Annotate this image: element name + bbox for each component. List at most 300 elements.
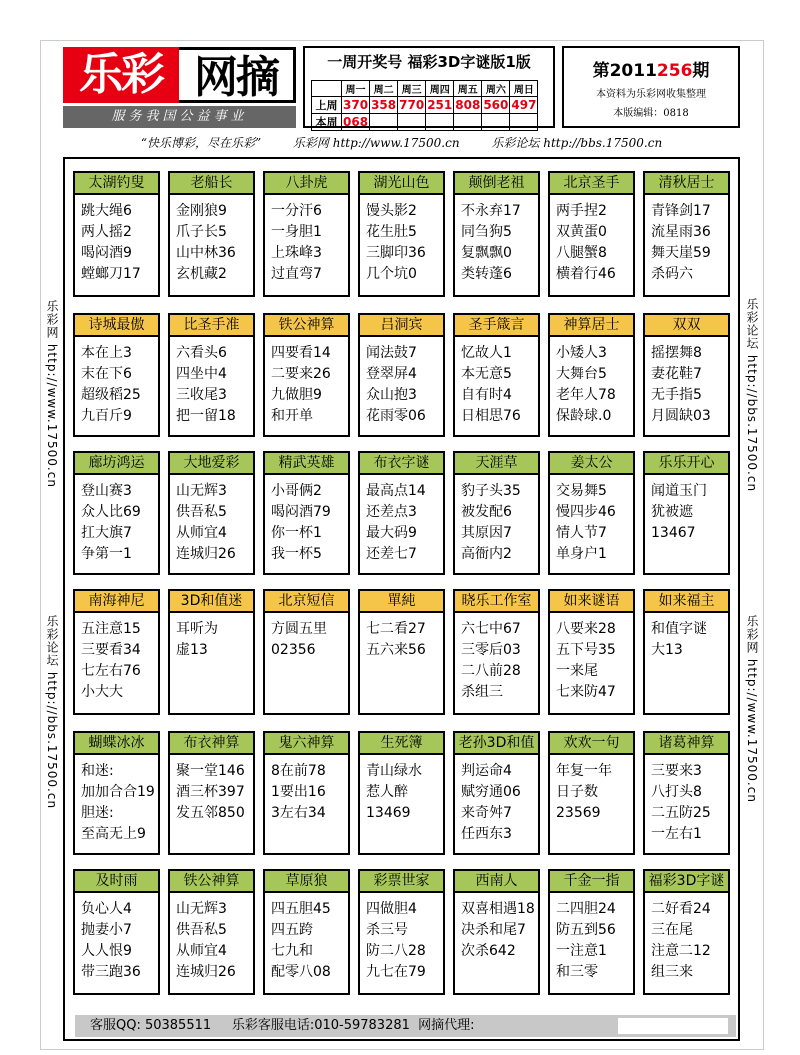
puzzle-line: 连城归26 (176, 546, 236, 562)
puzzle-line: 耳听为 (176, 621, 218, 637)
puzzle-line: 八腿蟹8 (556, 245, 607, 261)
motto: “快乐博彩，尽在乐彩” (140, 136, 262, 150)
puzzle-cell-title: 西南人 (455, 871, 538, 893)
puzzle-cell-body (550, 337, 633, 427)
puzzle-line: 不永弃17 (461, 203, 521, 219)
puzzle-cell (453, 313, 540, 437)
puzzle-line: 被发配6 (461, 504, 512, 520)
puzzle-line: 杀三号 (366, 922, 408, 938)
puzzle-line: 本无意5 (461, 366, 512, 382)
puzzle-line: 五六来56 (366, 642, 426, 658)
puzzle-cell (453, 171, 540, 297)
puzzle-cell-title: 双双 (645, 315, 728, 337)
puzzle-line: 供吾私5 (176, 922, 227, 938)
puzzle-line: 把一留18 (176, 408, 236, 424)
puzzle-cell-body (75, 893, 158, 983)
puzzle-cell-title: 千金一指 (550, 871, 633, 893)
puzzle-line: 二好看24 (651, 901, 711, 917)
puzzle-cell (263, 171, 350, 297)
puzzle-cell-title: 單純 (360, 591, 443, 613)
puzzle-line: 发五邻850 (176, 805, 245, 821)
side-text-right-1: 乐彩论坛 http://bbs.17500.cn (745, 298, 759, 493)
puzzle-cell-body (170, 337, 253, 427)
puzzle-cell (643, 589, 730, 715)
puzzle-line: 单身户1 (556, 546, 607, 562)
footer-qq: 客服QQ: 50385511 (90, 1018, 212, 1033)
puzzle-line: 超级稻25 (81, 387, 141, 403)
motto-line (63, 134, 740, 152)
puzzle-cell-body (360, 613, 443, 661)
puzzle-line: 来奇舛7 (461, 805, 512, 821)
slogan: 服务我国公益事业 (63, 106, 296, 128)
puzzle-cell-title: 廊坊鸿运 (75, 453, 158, 475)
puzzle-line: 其原因7 (461, 525, 512, 541)
puzzle-line: 闻法鼓7 (366, 345, 417, 361)
puzzle-line: 老年人78 (556, 387, 616, 403)
puzzle-cell-title: 如来谜语 (550, 591, 633, 613)
puzzle-cell-body (455, 195, 538, 285)
puzzle-line: 一身胆1 (271, 224, 322, 240)
draw-number: 808 (455, 98, 481, 112)
puzzle-cell-body (265, 475, 348, 565)
last-week-row (312, 97, 538, 114)
puzzle-cell-title: 布衣字谜 (360, 453, 443, 475)
puzzle-line: 横着行46 (556, 266, 616, 282)
puzzle-line: 流星雨36 (651, 224, 711, 240)
puzzle-line: 妻花鞋7 (651, 366, 702, 382)
puzzle-cell-title: 草原狼 (265, 871, 348, 893)
puzzle-cell-body (75, 475, 158, 565)
footer-phone: 乐彩客服电话:010-59783281 (231, 1018, 410, 1033)
puzzle-cell (168, 731, 255, 855)
puzzle-cell-title: 鬼六神算 (265, 733, 348, 755)
puzzle-line: 交易舞5 (556, 483, 607, 499)
puzzle-line: 月圆缺03 (651, 408, 711, 424)
puzzle-line: 闻道玉门 (651, 483, 707, 499)
puzzle-cell-title: 铁公神算 (170, 871, 253, 893)
puzzle-cell-title: 老船长 (170, 173, 253, 195)
draw-number: 560 (483, 98, 509, 112)
puzzle-line: 六七中67 (461, 621, 521, 637)
puzzle-cell (358, 171, 445, 297)
agent-blank (618, 1018, 728, 1034)
puzzle-line: 小矮人3 (556, 345, 607, 361)
puzzle-line: 至高无上9 (81, 826, 146, 842)
puzzle-line: 注意二12 (651, 943, 711, 959)
puzzle-line: 八打头8 (651, 784, 702, 800)
puzzle-line: 四五胆45 (271, 901, 331, 917)
puzzle-cell (263, 731, 350, 855)
puzzle-line: 从师宜4 (176, 525, 227, 541)
puzzle-cell (548, 869, 635, 995)
puzzle-line: 胆迷: (81, 805, 114, 821)
puzzle-cell-body (455, 755, 538, 845)
puzzle-cell (643, 451, 730, 575)
draw-number: 251 (427, 98, 453, 112)
puzzle-cell-title: 如来福主 (645, 591, 728, 613)
puzzle-line: 豹子头35 (461, 483, 521, 499)
puzzle-line: 青山绿水 (366, 763, 422, 779)
puzzle-line: 喝闷酒79 (271, 504, 331, 520)
puzzle-cell (263, 451, 350, 575)
this-week-label: 本周 (312, 114, 342, 131)
puzzle-cell (73, 589, 160, 715)
puzzle-board (63, 157, 740, 1041)
day-label: 周六 (482, 81, 510, 97)
puzzle-cell (548, 171, 635, 297)
puzzle-line: 小哥俩2 (271, 483, 322, 499)
puzzle-line: 和迷: (81, 763, 114, 779)
puzzle-cell (168, 589, 255, 715)
footer-bar (75, 1015, 736, 1037)
puzzle-line: 1要出16 (271, 784, 326, 800)
puzzle-line: 跳大绳6 (81, 203, 132, 219)
puzzle-cell-title: 晓乐工作室 (455, 591, 538, 613)
puzzle-cell-body (645, 613, 728, 661)
puzzle-cell (73, 171, 160, 297)
puzzle-cell (168, 171, 255, 297)
puzzle-cell-body (170, 195, 253, 285)
puzzle-line: 过直弯7 (271, 266, 322, 282)
puzzle-cell-title: 精武英雄 (265, 453, 348, 475)
puzzle-line: 二四胆24 (556, 901, 616, 917)
puzzle-cell-body (360, 755, 443, 824)
puzzle-line: 判运命4 (461, 763, 512, 779)
puzzle-line: 爪子长5 (176, 224, 227, 240)
puzzle-line: 13467 (651, 525, 696, 541)
puzzle-line: 四做胆4 (366, 901, 417, 917)
draw-number (482, 114, 510, 131)
puzzle-line: 双喜相遇18 (461, 901, 535, 917)
puzzle-cell (643, 171, 730, 297)
puzzle-cell (73, 451, 160, 575)
puzzle-line: 防五到56 (556, 922, 616, 938)
puzzle-line: 登山赛3 (81, 483, 132, 499)
puzzle-cell-body (645, 475, 728, 544)
puzzle-cell (358, 869, 445, 995)
puzzle-line: 和开单 (271, 408, 313, 424)
puzzle-line: 高衙内2 (461, 546, 512, 562)
puzzle-line: 七二看27 (366, 621, 426, 637)
puzzle-line: 忆故人1 (461, 345, 512, 361)
puzzle-cell (548, 451, 635, 575)
puzzle-cell-body (75, 337, 158, 427)
draw-number (454, 114, 482, 131)
puzzle-line: 争第一1 (81, 546, 132, 562)
puzzle-line: 情人节7 (556, 525, 607, 541)
draw-days-row (312, 81, 538, 97)
puzzle-line: 两手捏2 (556, 203, 607, 219)
puzzle-line: 山无辉3 (176, 483, 227, 499)
puzzle-line: 方圆五里 (271, 621, 327, 637)
puzzle-cell-title: 吕洞宾 (360, 315, 443, 337)
side-text-right-2: 乐彩网 http://www.17500.cn (745, 615, 759, 803)
puzzle-line: 一注意1 (556, 943, 607, 959)
puzzle-cell-body (265, 755, 348, 824)
puzzle-line: 从师宜4 (176, 943, 227, 959)
puzzle-cell (453, 451, 540, 575)
puzzle-line: 8在前78 (271, 763, 326, 779)
puzzle-cell (168, 869, 255, 995)
puzzle-line: 九百斤9 (81, 408, 132, 424)
puzzle-cell-title: 欢欢一句 (550, 733, 633, 755)
puzzle-line: 七九和 (271, 943, 313, 959)
puzzle-cell-body (645, 337, 728, 427)
puzzle-cell (643, 313, 730, 437)
draw-number (510, 114, 538, 131)
puzzle-line: 最大码9 (366, 525, 417, 541)
puzzle-cell-title: 姜太公 (550, 453, 633, 475)
puzzle-line: 末在下6 (81, 366, 132, 382)
puzzle-line: 带三跑36 (81, 964, 141, 980)
puzzle-line: 四要看14 (271, 345, 331, 361)
puzzle-line: 日子数 (556, 784, 598, 800)
puzzle-line: 你一杯1 (271, 525, 322, 541)
puzzle-line: 花生肚5 (366, 224, 417, 240)
puzzle-cell-body (645, 755, 728, 845)
puzzle-line: 决杀和尾7 (461, 922, 526, 938)
puzzle-line: 双黄蛋0 (556, 224, 607, 240)
puzzle-line: 3左右34 (271, 805, 326, 821)
issue-box (303, 46, 555, 128)
draw-number: 068 (343, 115, 369, 129)
puzzle-cell-title: 湖光山色 (360, 173, 443, 195)
puzzle-line: 保龄球.0 (556, 408, 612, 424)
puzzle-cell-title: 诸葛神算 (645, 733, 728, 755)
puzzle-cell-body (645, 893, 728, 983)
puzzle-cell-body (75, 613, 158, 703)
draw-number (426, 114, 454, 131)
footer-agent: 网摘代理: (418, 1018, 475, 1033)
puzzle-line: 我一杯5 (271, 546, 322, 562)
last-week-label: 上周 (312, 97, 342, 114)
puzzle-line: 青锋剑17 (651, 203, 711, 219)
period-number: 第2011256期 (592, 61, 710, 81)
puzzle-line: 组三来 (651, 964, 693, 980)
puzzle-line: 山无辉3 (176, 901, 227, 917)
puzzle-line: 三脚印36 (366, 245, 426, 261)
puzzle-line: 山中林36 (176, 245, 236, 261)
puzzle-cell-body (455, 475, 538, 565)
puzzle-line: 聚一堂146 (176, 763, 245, 779)
puzzle-cell-body (550, 613, 633, 703)
puzzle-line: 螳螂刀17 (81, 266, 141, 282)
puzzle-line: 复飘飘0 (461, 245, 512, 261)
puzzle-cell-title: 蝴蝶冰冰 (75, 733, 158, 755)
puzzle-cell-body (550, 893, 633, 983)
puzzle-line: 和三零 (556, 964, 598, 980)
puzzle-line: 二八前28 (461, 663, 521, 679)
puzzle-cell-body (360, 337, 443, 427)
puzzle-line: 舞天崖59 (651, 245, 711, 261)
puzzle-cell-body (75, 755, 158, 845)
puzzle-cell-title: 颠倒老祖 (455, 173, 538, 195)
draw-number: 370 (343, 98, 369, 112)
puzzle-line: 犹被遮 (651, 504, 693, 520)
day-label: 周五 (454, 81, 482, 97)
puzzle-line: 六看头6 (176, 345, 227, 361)
puzzle-cell-body (170, 475, 253, 565)
puzzle-line: 三零后03 (461, 642, 521, 658)
puzzle-line: 次杀642 (461, 943, 516, 959)
issue-title: 一周开奖号 福彩3D字谜版1版 (327, 53, 531, 71)
day-label: 周三 (398, 81, 426, 97)
puzzle-cell (168, 313, 255, 437)
puzzle-line: 供吾私5 (176, 504, 227, 520)
puzzle-cell-title: 圣手箴言 (455, 315, 538, 337)
puzzle-line: 杀码六 (651, 266, 693, 282)
puzzle-cell-title: 天涯草 (455, 453, 538, 475)
puzzle-line: 任西东3 (461, 826, 512, 842)
puzzle-line: 花雨零06 (366, 408, 426, 424)
puzzle-line: 自有时4 (461, 387, 512, 403)
puzzle-cell-title: 神算居士 (550, 315, 633, 337)
draw-number (398, 114, 426, 131)
puzzle-line: 玄机藏2 (176, 266, 227, 282)
puzzle-line: 02356 (271, 642, 316, 658)
puzzle-line: 加加合合19 (81, 784, 155, 800)
day-label: 周一 (342, 81, 370, 97)
puzzle-cell-body (265, 337, 348, 427)
puzzle-cell-title: 福彩3D字谜 (645, 871, 728, 893)
puzzle-line: 两人摇2 (81, 224, 132, 240)
puzzle-line: 配零八08 (271, 964, 331, 980)
puzzle-cell-body (265, 613, 348, 661)
logo-black-part: 网摘 (179, 47, 296, 103)
puzzle-cell-title: 清秋居士 (645, 173, 728, 195)
editor-note: 本版编辑：0818 (613, 108, 689, 119)
puzzle-line: 和值字谜 (651, 621, 707, 637)
puzzle-line: 13469 (366, 805, 411, 821)
puzzle-cell-body (360, 195, 443, 285)
puzzle-line: 五注意15 (81, 621, 141, 637)
puzzle-line: 八要来28 (556, 621, 616, 637)
puzzle-cell-body (75, 195, 158, 285)
puzzle-line: 本在上3 (81, 345, 132, 361)
puzzle-cell-body (550, 195, 633, 285)
puzzle-line: 负心人4 (81, 901, 132, 917)
puzzle-line: 无手指5 (651, 387, 702, 403)
puzzle-line: 还差七7 (366, 546, 417, 562)
puzzle-cell (643, 869, 730, 995)
puzzle-cell-body (170, 893, 253, 983)
puzzle-cell-title: 生死簿 (360, 733, 443, 755)
puzzle-line: 九七在79 (366, 964, 426, 980)
puzzle-cell-title: 铁公神算 (265, 315, 348, 337)
puzzle-cell-body (645, 195, 728, 285)
puzzle-cell-body (550, 755, 633, 824)
puzzle-cell (453, 869, 540, 995)
puzzle-line: 最高点14 (366, 483, 426, 499)
puzzle-cell (358, 451, 445, 575)
puzzle-line: 金刚狼9 (176, 203, 227, 219)
puzzle-cell-title: 北京短信 (265, 591, 348, 613)
day-label: 周日 (510, 81, 538, 97)
puzzle-cell-body (550, 475, 633, 565)
puzzle-line: 23569 (556, 805, 601, 821)
puzzle-cell (548, 313, 635, 437)
puzzle-cell-title: 北京圣手 (550, 173, 633, 195)
puzzle-line: 人人恨9 (81, 943, 132, 959)
puzzle-cell-title: 及时雨 (75, 871, 158, 893)
puzzle-line: 一分汗6 (271, 203, 322, 219)
puzzle-cell (73, 313, 160, 437)
puzzle-line: 喝闷酒9 (81, 245, 132, 261)
puzzle-line: 馒头影2 (366, 203, 417, 219)
puzzle-cell-body (455, 337, 538, 427)
puzzle-cell (453, 731, 540, 855)
draw-number: 358 (371, 98, 397, 112)
puzzle-line: 小大大 (81, 684, 123, 700)
puzzle-cell (453, 589, 540, 715)
puzzle-cell-body (170, 755, 253, 824)
puzzle-cell (548, 731, 635, 855)
puzzle-cell-body (455, 893, 538, 962)
day-label: 周二 (370, 81, 398, 97)
puzzle-cell (358, 731, 445, 855)
logo-red-part: 乐彩 (63, 47, 179, 103)
puzzle-line: 酒三杯397 (176, 784, 245, 800)
puzzle-cell (643, 731, 730, 855)
this-week-row (312, 114, 538, 131)
draw-number (370, 114, 398, 131)
puzzle-line: 抛妻小7 (81, 922, 132, 938)
puzzle-line: 登翠屏4 (366, 366, 417, 382)
puzzle-line: 还差点3 (366, 504, 417, 520)
side-text-left-1: 乐彩网 http://www.17500.cn (45, 300, 59, 488)
puzzle-line: 众人比69 (81, 504, 141, 520)
side-text-left-2: 乐彩论坛 http://bbs.17500.cn (45, 615, 59, 810)
puzzle-cell-title: 乐乐开心 (645, 453, 728, 475)
draw-table (311, 80, 538, 131)
puzzle-cell (263, 869, 350, 995)
puzzle-line: 慢四步46 (556, 504, 616, 520)
puzzle-line: 大舞台5 (556, 366, 607, 382)
puzzle-line: 杀组三 (461, 684, 503, 700)
puzzle-line: 五下号35 (556, 642, 616, 658)
puzzle-cell-title: 老孙3D和值 (455, 733, 538, 755)
puzzle-line: 九做胆9 (271, 387, 322, 403)
puzzle-cell-title: 八卦虎 (265, 173, 348, 195)
site-link[interactable]: 乐彩网 http://www.17500.cn (292, 136, 460, 150)
puzzle-line: 大13 (651, 642, 683, 658)
puzzle-cell-title: 太湖钓叟 (75, 173, 158, 195)
draw-number: 497 (511, 98, 537, 112)
puzzle-line: 连城归26 (176, 964, 236, 980)
forum-link[interactable]: 乐彩论坛 http://bbs.17500.cn (491, 136, 663, 150)
puzzle-line: 一左右1 (651, 826, 702, 842)
puzzle-cell-title: 彩票世家 (360, 871, 443, 893)
puzzle-line: 三要来3 (651, 763, 702, 779)
puzzle-line: 上珠峰3 (271, 245, 322, 261)
day-label: 周四 (426, 81, 454, 97)
puzzle-cell-title: 比圣手准 (170, 315, 253, 337)
puzzle-line: 三收尾3 (176, 387, 227, 403)
puzzle-cell (263, 589, 350, 715)
puzzle-line: 一来尾 (556, 663, 598, 679)
puzzle-line: 众山抱3 (366, 387, 417, 403)
puzzle-cell-title: 布衣神算 (170, 733, 253, 755)
puzzle-line: 防二八28 (366, 943, 426, 959)
puzzle-cell (168, 451, 255, 575)
puzzle-line: 二要来26 (271, 366, 331, 382)
logo (63, 47, 296, 103)
puzzle-cell-body (265, 195, 348, 285)
puzzle-line: 三在尾 (651, 922, 693, 938)
puzzle-cell-title: 3D和值迷 (170, 591, 253, 613)
puzzle-line: 惹人醉 (366, 784, 408, 800)
puzzle-cell-title: 大地爱彩 (170, 453, 253, 475)
